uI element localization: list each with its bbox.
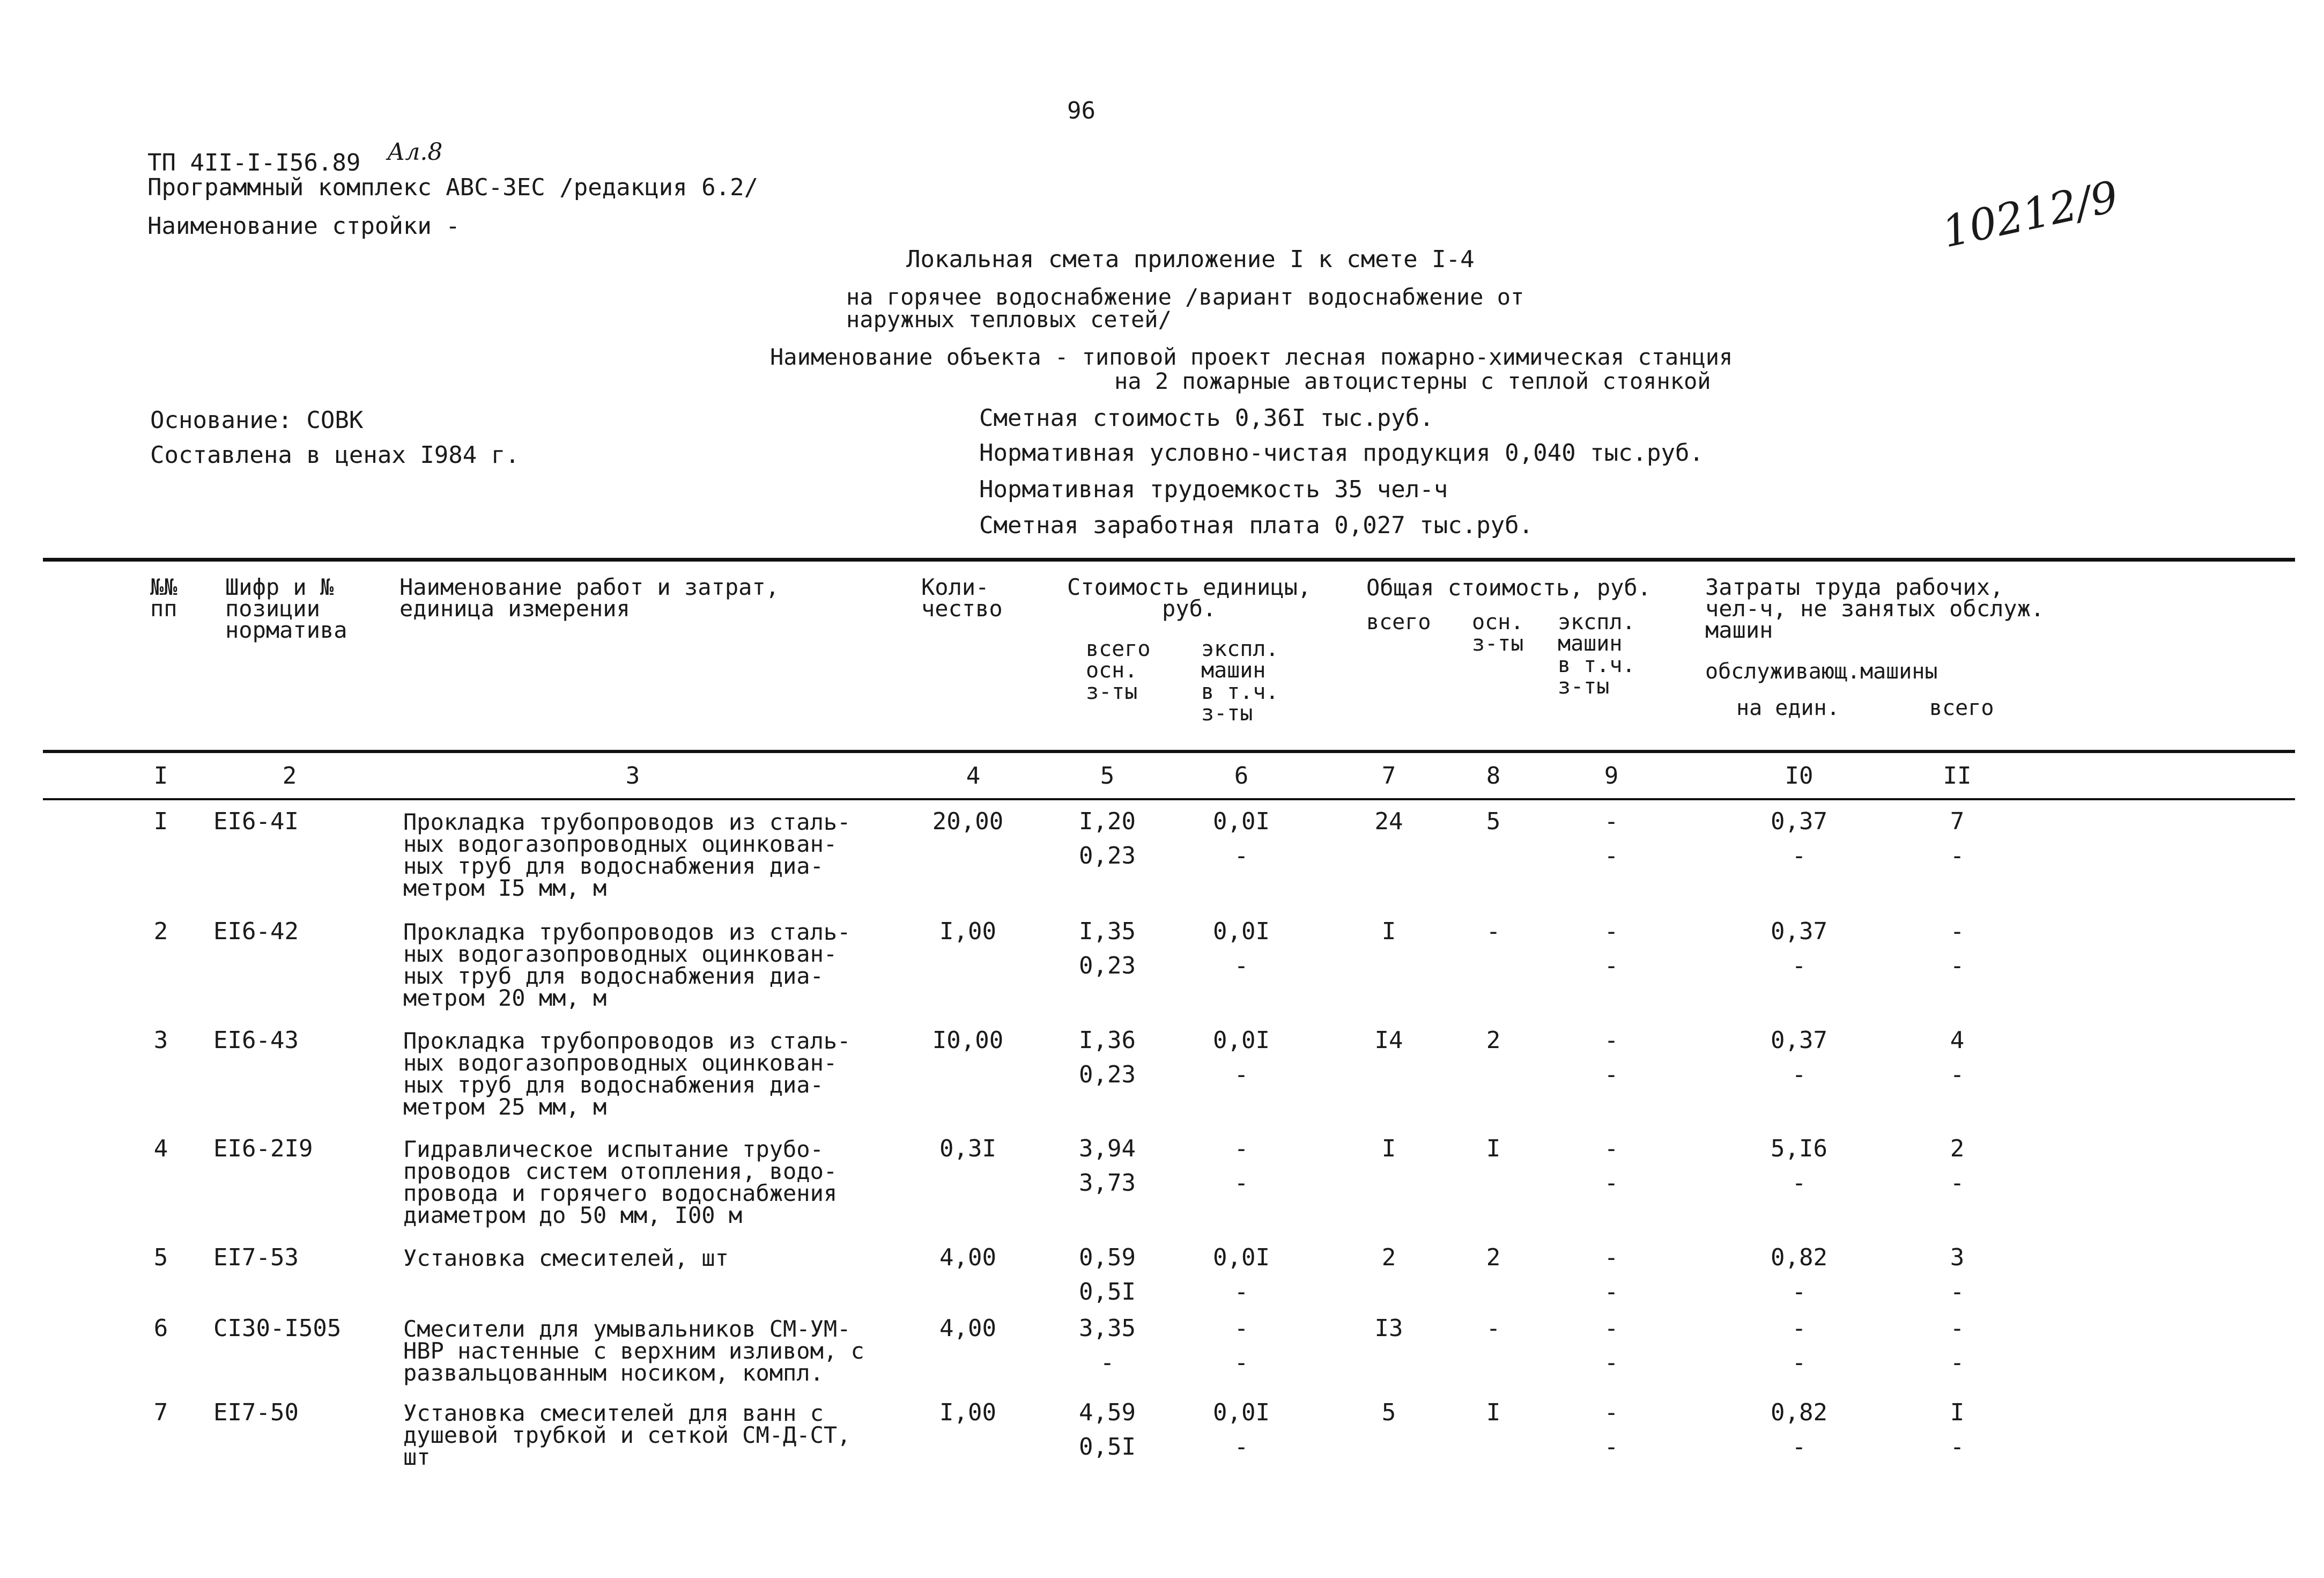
unit-wages: 0,5I <box>1079 1278 1136 1306</box>
total-machine-wages: - <box>1604 1169 1619 1197</box>
net-product: Нормативная условно-чистая продукция 0,040 тыс.руб. <box>979 439 1704 467</box>
total-machine-wages: - <box>1604 952 1619 979</box>
header-labor: Затраты труда рабочих, чел-ч, не занятых обслуж. машин <box>1705 574 2045 643</box>
header-unit-cost: Стоимость единицы, руб. <box>1067 574 1312 622</box>
unit-total-cost: 3,35 <box>1079 1315 1136 1342</box>
quantity: I0,00 <box>932 1027 1004 1054</box>
header-quantity: Коли- чество <box>921 574 1003 622</box>
quantity: 0,3I <box>939 1135 996 1162</box>
column-number: I0 <box>1785 762 1814 790</box>
column-number: 8 <box>1486 762 1501 790</box>
total-wages: I <box>1486 1399 1501 1426</box>
norm-code: EI6-43 <box>213 1027 299 1054</box>
norm-code: EI6-42 <box>213 918 299 945</box>
total-cost: 2 <box>1381 1244 1396 1271</box>
total-machine-wages: - <box>1604 1061 1619 1088</box>
header-labor-per-unit: на един. <box>1736 696 1840 720</box>
work-description: Прокладка трубопроводов из сталь- ных водогазопроводных оцинкован- ных труб для водоснабжения диа- метром I5 мм, м <box>403 809 851 901</box>
column-number: 7 <box>1381 762 1396 790</box>
header-row-number: №№ пп <box>150 574 177 622</box>
column-number: 6 <box>1234 762 1249 790</box>
work-description: Гидравлическое испытание трубо- проводов систем отопления, водо- провода и горячего водоснабжения диаметром до 50 мм, I00 м <box>403 1136 838 1228</box>
header-code: Шифр и № позиции норматива <box>225 574 347 643</box>
unit-machine-cost: 0,0I <box>1213 1399 1270 1426</box>
unit-machine-wages: - <box>1234 1278 1249 1306</box>
total-machine-wages: - <box>1604 1349 1619 1376</box>
column-number: 3 <box>625 762 640 790</box>
total-machine-cost: - <box>1604 1399 1619 1426</box>
unit-machine-wages: - <box>1234 1061 1249 1088</box>
construction-name: Наименование стройки - <box>147 212 460 240</box>
labor-total: - <box>1950 918 1965 945</box>
header-labor-total: всего <box>1929 696 1994 720</box>
unit-machine-cost: - <box>1234 1135 1249 1162</box>
object-name-1: Наименование объекта - типовой проект лесная пожарно-химическая станция <box>770 344 1733 370</box>
norm-code: CI30-I505 <box>213 1315 342 1342</box>
estimate-title: Локальная смета приложение I к смете I-4 <box>906 246 1475 273</box>
unit-wages: 0,23 <box>1079 952 1136 979</box>
labor-total: 4 <box>1950 1027 1965 1054</box>
machine-labor-per-unit: - <box>1792 1169 1807 1197</box>
total-wages: 5 <box>1486 808 1501 835</box>
quantity: 4,00 <box>939 1244 996 1271</box>
unit-wages: 3,73 <box>1079 1169 1136 1197</box>
column-number: 9 <box>1604 762 1619 790</box>
column-number: II <box>1943 762 1972 790</box>
machine-labor-total: - <box>1950 952 1965 979</box>
total-machine-cost: - <box>1604 1027 1619 1054</box>
quantity: 20,00 <box>932 808 1004 835</box>
prices-line: Составлена в ценах I984 г. <box>150 441 520 469</box>
total-machine-wages: - <box>1604 842 1619 869</box>
column-number: I <box>153 762 168 790</box>
work-description: Смесители для умывальников СМ-УМ- НВР настенные с верхним изливом, с развальцованным носиком, компл. <box>403 1316 864 1386</box>
unit-machine-cost: 0,0I <box>1213 1027 1270 1054</box>
header-description: Наименование работ и затрат, единица измерения <box>399 574 780 622</box>
machine-labor-total: - <box>1950 1169 1965 1197</box>
page-number: 96 <box>1067 97 1096 124</box>
basis-line: Основание: СОВК <box>150 407 364 434</box>
quantity: I,00 <box>939 918 996 945</box>
total-wages: I <box>1486 1135 1501 1162</box>
header-labor-machines: обслуживающ.машины <box>1705 659 1938 684</box>
header-total-cost: Общая стоимость, руб. <box>1366 574 1652 601</box>
work-description: Прокладка трубопроводов из сталь- ных водогазопроводных оцинкован- ных труб для водоснабжения диа- метром 25 мм, м <box>403 1028 851 1120</box>
machine-labor-per-unit: - <box>1792 1349 1807 1376</box>
machine-labor-per-unit: - <box>1792 952 1807 979</box>
labor-total: 2 <box>1950 1135 1965 1162</box>
unit-machine-cost: 0,0I <box>1213 808 1270 835</box>
row-number: 5 <box>153 1244 168 1271</box>
unit-total-cost: I,20 <box>1079 808 1136 835</box>
header-total-all: всего <box>1366 610 1431 635</box>
inventory-number: 10212/9 <box>1937 171 2123 257</box>
labor-per-unit: 0,37 <box>1771 1027 1827 1054</box>
wages: Сметная заработная плата 0,027 тыс.руб. <box>979 512 1534 539</box>
work-description: Прокладка трубопроводов из сталь- ных водогазопроводных оцинкован- ных труб для водоснабжения диа- метром 20 мм, м <box>403 919 851 1011</box>
row-number: 4 <box>153 1135 168 1162</box>
unit-wages: 0,23 <box>1079 1061 1136 1088</box>
unit-wages: - <box>1100 1349 1115 1376</box>
machine-labor-per-unit: - <box>1792 1278 1807 1306</box>
total-machine-cost: - <box>1604 808 1619 835</box>
work-description: Установка смесителей для ванн с душевой трубкой и сеткой СМ-Д-СТ, шт <box>403 1400 851 1470</box>
machine-labor-total: - <box>1950 1433 1965 1461</box>
machine-labor-per-unit: - <box>1792 1061 1807 1088</box>
total-wages: - <box>1486 1315 1501 1342</box>
labor-per-unit: - <box>1792 1315 1807 1342</box>
unit-total-cost: 0,59 <box>1079 1244 1136 1271</box>
total-cost: I <box>1381 1135 1396 1162</box>
header-total-machines: экспл. машин в т.ч. з-ты <box>1558 610 1635 699</box>
unit-total-cost: I,36 <box>1079 1027 1136 1054</box>
header-total-wages: осн. з-ты <box>1472 610 1524 656</box>
unit-machine-cost: 0,0I <box>1213 1244 1270 1271</box>
labor-total: 7 <box>1950 808 1965 835</box>
header-unit-machines: экспл. машин в т.ч. з-ты <box>1201 637 1279 726</box>
total-machine-cost: - <box>1604 918 1619 945</box>
program-name: Программный комплекс АВС-ЗЕС /редакция 6.2/ <box>147 174 759 201</box>
document-code: ТП 4II-I-I56.89 <box>147 149 361 176</box>
estimated-cost: Сметная стоимость 0,36I тыс.руб. <box>979 404 1434 432</box>
unit-total-cost: I,35 <box>1079 918 1136 945</box>
document-note: Ал.8 <box>387 138 443 166</box>
machine-labor-total: - <box>1950 1278 1965 1306</box>
total-cost: I <box>1381 918 1396 945</box>
unit-total-cost: 4,59 <box>1079 1399 1136 1426</box>
unit-machine-cost: - <box>1234 1315 1249 1342</box>
labor-per-unit: 5,I6 <box>1771 1135 1827 1162</box>
total-machine-wages: - <box>1604 1433 1619 1461</box>
total-machine-cost: - <box>1604 1135 1619 1162</box>
total-machine-cost: - <box>1604 1244 1619 1271</box>
unit-machine-wages: - <box>1234 1349 1249 1376</box>
labor-per-unit: 0,82 <box>1771 1244 1827 1271</box>
norm-code: EI7-50 <box>213 1399 299 1426</box>
object-name-2: на 2 пожарные автоцистерны с теплой стоянкой <box>1114 368 1711 394</box>
norm-code: EI6-4I <box>213 808 299 835</box>
unit-machine-wages: - <box>1234 952 1249 979</box>
unit-machine-wages: - <box>1234 1433 1249 1461</box>
column-number: 4 <box>966 762 981 790</box>
unit-wages: 0,5I <box>1079 1433 1136 1461</box>
labor-total: I <box>1950 1399 1965 1426</box>
total-cost: I4 <box>1374 1027 1403 1054</box>
total-cost: 5 <box>1381 1399 1396 1426</box>
machine-labor-per-unit: - <box>1792 842 1807 869</box>
machine-labor-total: - <box>1950 1349 1965 1376</box>
machine-labor-per-unit: - <box>1792 1433 1807 1461</box>
quantity: 4,00 <box>939 1315 996 1342</box>
row-number: 3 <box>153 1027 168 1054</box>
header-bottom-rule <box>43 750 2295 753</box>
total-wages: 2 <box>1486 1027 1501 1054</box>
row-number: 6 <box>153 1315 168 1342</box>
labor-intensity: Нормативная трудоемкость 35 чел-ч <box>979 476 1448 503</box>
row-number: 2 <box>153 918 168 945</box>
total-cost: 24 <box>1374 808 1403 835</box>
unit-machine-cost: 0,0I <box>1213 918 1270 945</box>
estimate-subtitle-1: на горячее водоснабжение /вариант водоснабжение от <box>846 284 1524 310</box>
header-unit-total: всего осн. з-ты <box>1086 637 1151 704</box>
column-number: 2 <box>282 762 297 790</box>
column-numbers-rule <box>43 798 2295 800</box>
labor-total: 3 <box>1950 1244 1965 1271</box>
row-number: I <box>153 808 168 835</box>
total-wages: - <box>1486 918 1501 945</box>
unit-machine-wages: - <box>1234 1169 1249 1197</box>
machine-labor-total: - <box>1950 842 1965 869</box>
norm-code: EI7-53 <box>213 1244 299 1271</box>
row-number: 7 <box>153 1399 168 1426</box>
estimate-subtitle-2: наружных тепловых сетей/ <box>846 306 1172 333</box>
labor-total: - <box>1950 1315 1965 1342</box>
unit-wages: 0,23 <box>1079 842 1136 869</box>
unit-total-cost: 3,94 <box>1079 1135 1136 1162</box>
column-number: 5 <box>1100 762 1115 790</box>
quantity: I,00 <box>939 1399 996 1426</box>
total-machine-wages: - <box>1604 1278 1619 1306</box>
labor-per-unit: 0,82 <box>1771 1399 1827 1426</box>
work-description: Установка смесителей, шт <box>403 1245 729 1271</box>
labor-per-unit: 0,37 <box>1771 918 1827 945</box>
labor-per-unit: 0,37 <box>1771 808 1827 835</box>
total-machine-cost: - <box>1604 1315 1619 1342</box>
total-wages: 2 <box>1486 1244 1501 1271</box>
unit-machine-wages: - <box>1234 842 1249 869</box>
norm-code: EI6-2I9 <box>213 1135 313 1162</box>
table-top-rule <box>43 558 2295 562</box>
machine-labor-total: - <box>1950 1061 1965 1088</box>
total-cost: I3 <box>1374 1315 1403 1342</box>
